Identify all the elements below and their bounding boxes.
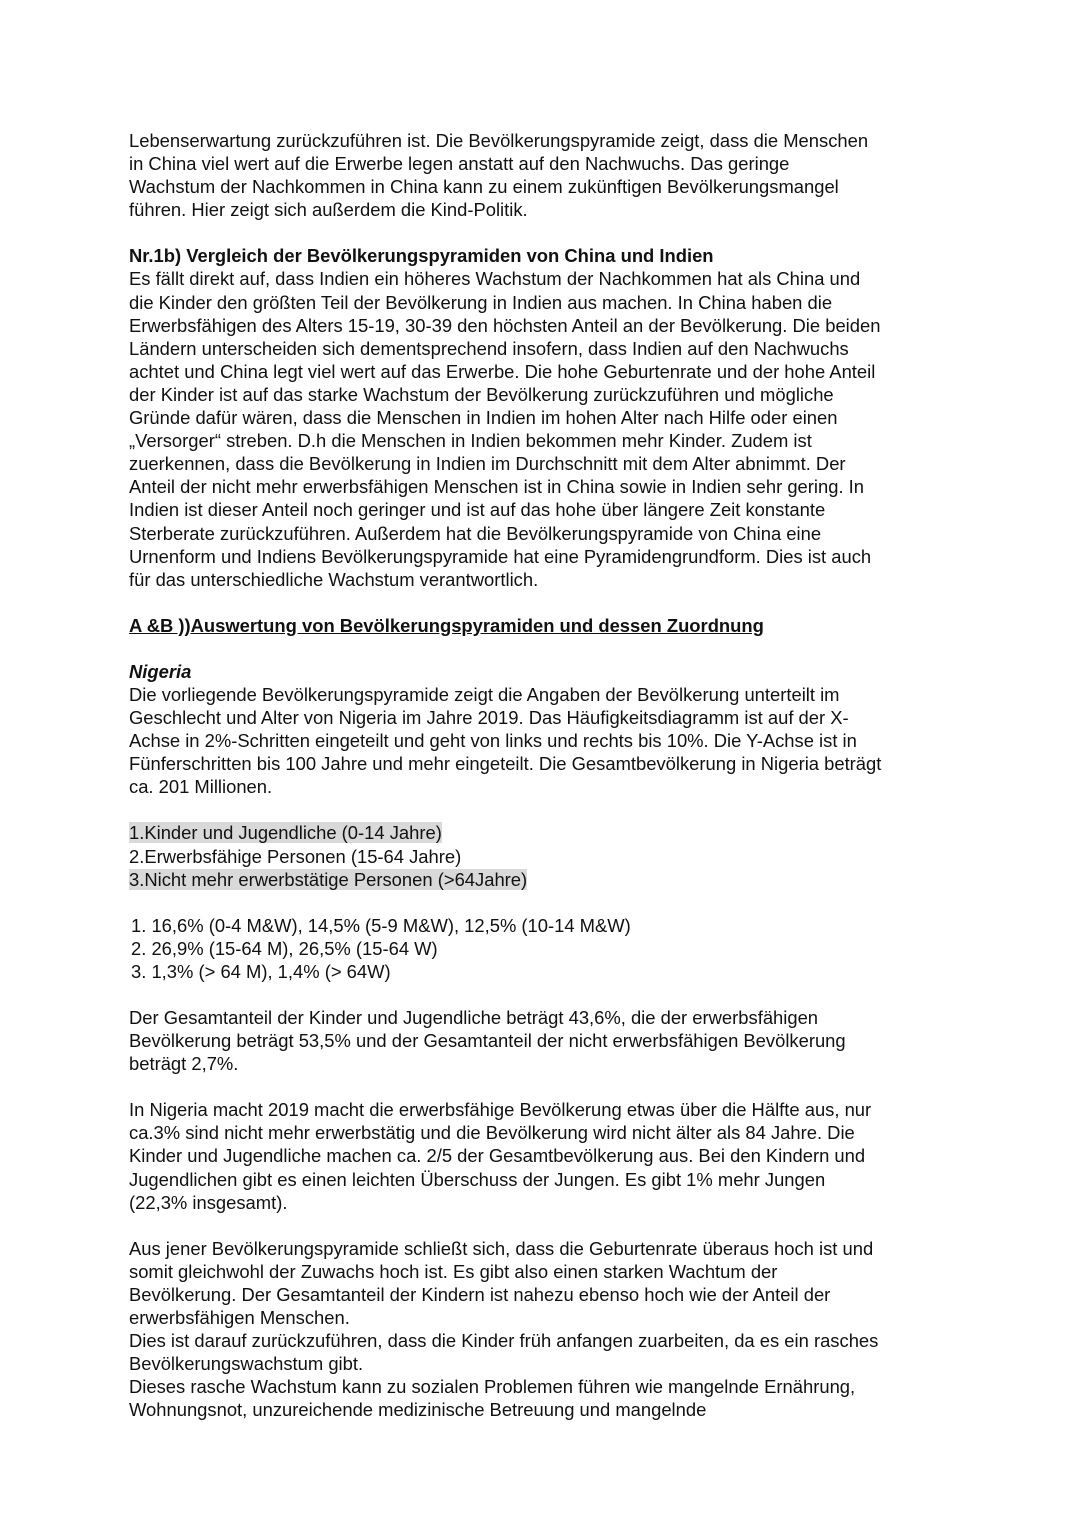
text-line: erwerbsfähigen Menschen. [129, 1307, 350, 1329]
text-line: Der Gesamtanteil der Kinder und Jugendliche beträgt 43,6%, die der erwerbsfähigen [129, 1007, 819, 1028]
text-line: Erwerbsfähigen des Alters 15-19, 30-39 den höchsten Anteil an der Bevölkerung. Die beiden [129, 314, 881, 336]
text-line: Es fällt direkt auf, dass Indien ein höheres Wachstum der Nachkommen hat als China und [129, 268, 861, 290]
comparison-section [129, 244, 959, 590]
text-line: der Kinder ist auf das starke Wachstum der Bevölkerung zurückzuführen und mögliche [129, 383, 834, 405]
value-item: 2. 26,9% (15-64 M), 26,5% (15-64 W) [131, 937, 438, 959]
text-line: Dies ist darauf zurückzuführen, dass die Kinder früh anfangen zuarbeiten, da es ein rasches [129, 1330, 879, 1352]
text-line: für das unterschiedliche Wachstum verantwortlich. [129, 568, 539, 590]
text-line: Lebenserwartung zurückzuführen ist. Die Bevölkerungspyramide zeigt, dass die Menschen [129, 130, 869, 151]
section-title: A &B ))Auswertung von Bevölkerungspyramiden und dessen Zuordnung [129, 614, 764, 636]
text-line: In Nigeria macht 2019 macht die erwerbsfähige Bevölkerung etwas über die Hälfte aus, nur [129, 1099, 872, 1121]
conclusion-paragraph [129, 1237, 959, 1422]
category-list [129, 821, 959, 890]
text-line: Anteil der nicht mehr erwerbsfähigen Menschen ist in China sowie in Indien sehr gering. In [129, 476, 864, 498]
text-line: in China viel wert auf die Erwerbe legen anstatt auf den Nachwuchs. Das geringe [129, 153, 790, 175]
text-line: Urnenform und Indiens Bevölkerungspyramide hat eine Pyramidengrundform. Dies ist auch [129, 545, 872, 567]
text-line: führen. Hier zeigt sich außerdem die Kind-Politik. [129, 199, 528, 221]
country-title: Nigeria [129, 660, 192, 682]
text-line: ca.3% sind nicht mehr erwerbstätig und die Bevölkerung wird nicht älter als 84 Jahre. Die [129, 1122, 855, 1144]
text-line: Bevölkerung. Der Gesamtanteil der Kindern ist nahezu ebenso hoch wie der Anteil der [129, 1283, 831, 1305]
document-body [129, 129, 959, 1422]
text-line: die Kinder den größten Teil der Bevölkerung in Indien aus machen. In China haben die [129, 291, 833, 313]
value-list [129, 914, 959, 983]
text-line: Fünferschritten bis 100 Jahre und mehr eingeteilt. Die Gesamtbevölkerung in Nigeria beträgt [129, 753, 882, 775]
analysis-paragraph [129, 1098, 959, 1213]
text-line: „Versorger“ streben. D.h die Menschen in Indien bekommen mehr Kinder. Zudem ist [129, 430, 812, 452]
text-line: Aus jener Bevölkerungspyramide schließt sich, dass die Geburtenrate überaus hoch ist und [129, 1237, 874, 1259]
text-line: Sterberate zurückzuführen. Außerdem hat die Bevölkerungspyramide von China eine [129, 522, 822, 544]
text-line: Dieses rasche Wachstum kann zu sozialen Problemen führen wie mangelnde Ernährung, [129, 1376, 856, 1398]
text-line: Wachstum der Nachkommen in China kann zu einem zukünftigen Bevölkerungsmangel [129, 176, 839, 198]
category-item: 2.Erwerbsfähige Personen (15-64 Jahre) [129, 845, 462, 867]
text-line: Achse in 2%-Schritten eingeteilt und geht von links und rechts bis 10%. Die Y-Achse ist in [129, 730, 857, 752]
text-line: Ländern unterscheiden sich dementsprechend insofern, dass Indien auf den Nachwuchs [129, 337, 849, 359]
intro-paragraph [129, 129, 959, 221]
text-line: (22,3% insgesamt). [129, 1191, 288, 1213]
text-line: Indien ist dieser Anteil noch geringer und ist auf das hohe über längere Zeit konstante [129, 499, 826, 521]
text-line: beträgt 2,7%. [129, 1053, 239, 1075]
text-line: Die vorliegende Bevölkerungspyramide zeigt die Angaben der Bevölkerung unterteilt im [129, 683, 840, 705]
comparison-heading: Nr.1b) Vergleich der Bevölkerungspyramiden von China und Indien [129, 245, 714, 267]
text-line: Bevölkerungswachstum gibt. [129, 1353, 364, 1375]
text-line: achtet und China legt viel wert auf das Erwerbe. Die hohe Geburtenrate und der hohe Anteil [129, 360, 876, 382]
text-line: Geschlecht und Alter von Nigeria im Jahre 2019. Das Häufigkeitsdiagramm ist auf der X- [129, 707, 849, 729]
text-line: Jugendlichen gibt es einen leichten Überschuss der Jungen. Es gibt 1% mehr Jungen [129, 1168, 826, 1190]
text-line: Wohnungsnot, unzureichende medizinische Betreuung und mangelnde [129, 1399, 707, 1421]
text-line: zuerkennen, dass die Bevölkerung in Indien im Durchschnitt mit dem Alter abnimmt. Der [129, 453, 846, 475]
nigeria-section [129, 660, 959, 1422]
category-item: 1.Kinder und Jugendliche (0-14 Jahre) [129, 822, 442, 844]
value-item: 3. 1,3% (> 64 M), 1,4% (> 64W) [131, 960, 391, 982]
text-line: Kinder und Jugendliche machen ca. 2/5 der Gesamtbevölkerung aus. Bei den Kindern und [129, 1145, 866, 1167]
text-line: Bevölkerung beträgt 53,5% und der Gesamtanteil der nicht erwerbsfähigen Bevölkerung [129, 1030, 846, 1052]
value-item: 1. 16,6% (0-4 M&W), 14,5% (5-9 M&W), 12,5% (10-14 M&W) [131, 914, 631, 936]
text-line: ca. 201 Millionen. [129, 776, 273, 798]
totals-paragraph [129, 1006, 959, 1075]
text-line: somit gleichwohl der Zuwachs hoch ist. Es gibt also einen starken Wachtum der [129, 1260, 778, 1282]
category-item: 3.Nicht mehr erwerbstätige Personen (>64Jahre) [129, 868, 528, 890]
text-line: Gründe dafür wären, dass die Menschen in Indien im hohen Alter nach Hilfe oder einen [129, 407, 838, 429]
